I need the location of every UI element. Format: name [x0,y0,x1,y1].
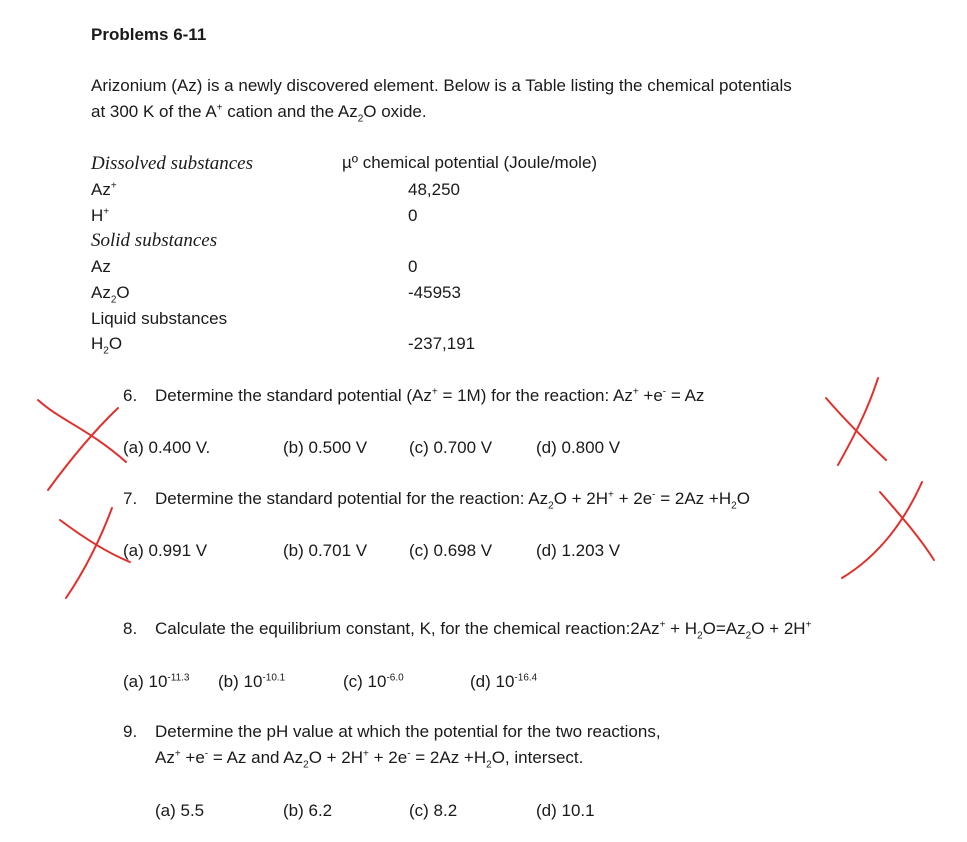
q6-option-b: (b) 0.500 V [283,438,368,457]
q8-option-b: (b) $10^{-10.1}$ [218,672,286,691]
q8-option-a: (a) $10^{-11.3}$ [123,672,190,691]
q7-option-c: (c) 0.698 V [409,541,493,560]
table-row-az2o: $Az_2O$ [91,283,130,306]
table-value-az2o: -45953 [408,283,461,302]
question-9-number: 9. [123,722,138,741]
q6-option-d: (d) 0.800 V [536,438,621,457]
table-row-az: Az [91,257,111,276]
table-value-az: 0 [408,257,418,276]
table-row-h-plus: H+ [91,206,110,225]
q9-option-a: (a) 5.5 [155,801,205,820]
table-header-dissolved: Dissolved substances [91,153,254,174]
table-value-az-plus: 48,250 [408,180,460,199]
table-section-solid: Solid substances [91,230,218,251]
intro-line-1: Arizonium (Az) is a newly discovered element. Below is a Table listing the chemical potentials [91,76,792,95]
table-section-liquid: Liquid substances [91,309,228,328]
q7-option-d: (d) 1.203 V [536,541,621,560]
q9-option-c: (c) 8.2 [409,801,458,820]
table-value-h2o: -237,191 [408,334,476,353]
question-8-number: 8. [123,619,138,638]
cross-mark-q6-right [826,378,886,465]
question-7-text: Determine the standard potential for the reaction: $Az_2O + 2H^+ + 2e^- = 2Az +H_2O$ [155,489,750,512]
table-value-h-plus: 0 [408,206,418,225]
intro-line-2: at 300 K of the A+ cation and the $Az_2O$ oxide. [91,102,427,125]
table-row-h2o: $H_2O$ [91,334,123,357]
question-8-text: Calculate the equilibrium constant, K, for the chemical reaction:2Az+ + $H_2O=Az_2O + 2H^+$ [155,619,812,642]
question-6-text: Determine the standard potential (Az+ = 1M) for the reaction: Az+ +e- = Az [155,386,705,405]
page-title: Problems 6-11 [91,25,207,44]
table-row-az-plus: Az+ [91,180,117,199]
table-header-potential: µº chemical potential (Joule/mole) [342,153,598,172]
question-7-number: 7. [123,489,138,508]
cross-mark-q6-left [38,400,126,490]
q7-option-a: (a) 0.991 V [123,541,208,560]
question-9-line-2: Az+ +e- = Az and $Az_2O + 2H^+ + 2e^- = 2Az +H_2O$, intersect. [155,748,584,771]
q7-option-b: (b) 0.701 V [283,541,368,560]
q8-option-d: (d) $10^{-16.4}$ [470,672,538,691]
q9-option-b: (b) 6.2 [283,801,333,820]
cross-mark-q7-left [60,508,130,598]
question-9-line-1: Determine the pH value at which the potential for the two reactions, [155,722,661,741]
q6-option-c: (c) 0.700 V [409,438,493,457]
q8-option-c: (c) $10^{-6.0}$ [343,672,404,691]
q6-option-a: (a) 0.400 V. [123,438,211,457]
cross-mark-q7-right [842,482,934,578]
q9-option-d: (d) 10.1 [536,801,595,820]
question-6-number: 6. [123,386,138,405]
